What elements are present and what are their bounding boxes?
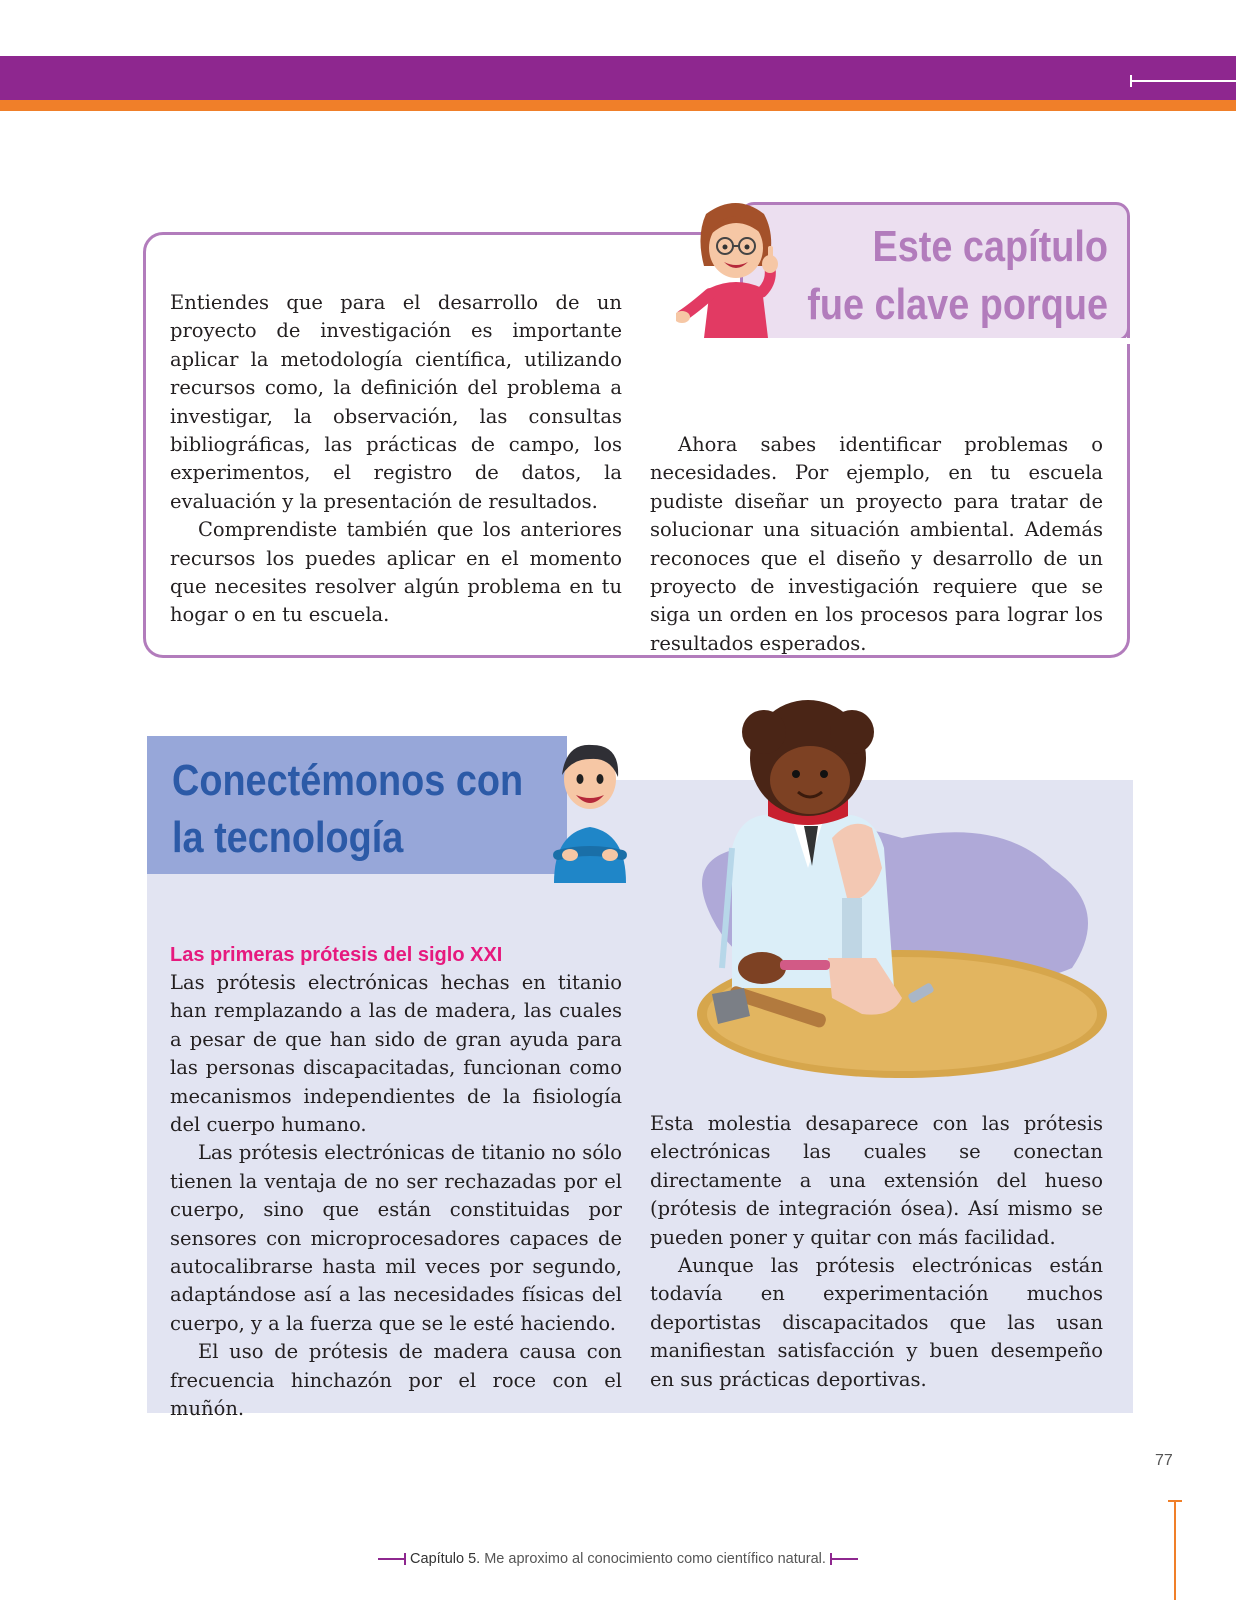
top-banner	[0, 56, 1236, 100]
top-banner-rule-tick	[1130, 75, 1132, 87]
summary-title-line-2: fue clave porque	[807, 280, 1108, 329]
footer-chapter-label: Capítulo 5.	[410, 1551, 481, 1567]
footer-chapter-title: Me aproximo al conocimiento como científico natural.	[484, 1551, 826, 1567]
tech-subheading: Las primeras prótesis del siglo XXI	[170, 944, 503, 966]
top-banner-rule	[1130, 80, 1236, 82]
footer-left-bar	[378, 1558, 406, 1560]
summary-left-paragraph-1: Entiendes que para el desarrollo de un proyecto de investigación es importante aplicar la metodología científica, utilizando recursos como, la definición del problema a investigar, la observación, las consultas bibliográficas, las prácticas de campo, los experimentos, el registro de datos, la evaluación y la presentación de resultados.	[170, 291, 622, 513]
footer	[0, 1551, 1236, 1567]
tech-left-paragraph-2: Las prótesis electrónicas de titanio no sólo tienen la ventaja de no ser rechazadas por el cuerpo, sino que están constituidas por sensores con microprocesadores capaces de autocalibrarse hasta mil veces por segundo, adaptándose así a las necesidades físicas del cuerpo, y a la fuerza que se le esté haciendo.	[170, 1141, 622, 1335]
summary-right-column	[650, 431, 1103, 658]
side-rule-tick	[1168, 1500, 1182, 1502]
page-number: 77	[1155, 1452, 1173, 1469]
footer-right-bar	[830, 1558, 858, 1560]
tech-right-paragraph-1: Esta molestia desaparece con las prótesis electrónicas las cuales se conectan directamente a una extensión del hueso (prótesis de integración ósea). Así mismo se pueden poner y quitar con más facilidad.	[650, 1112, 1103, 1249]
side-rule	[1174, 1500, 1176, 1600]
girl-illustration	[676, 196, 796, 346]
summary-right-paragraph-1: Ahora sabes identificar problemas o necesidades. Por ejemplo, en tu escuela pudiste diseñar un proyecto para tratar de solucionar una situación ambiental. Además reconoces que el diseño y desarrollo de un proyecto de investigación requiere que se siga un orden en los procesos para lograr los resultados esperados.	[650, 433, 1103, 655]
boy-illustration	[540, 735, 640, 885]
scientist-illustration	[672, 698, 1112, 1090]
tech-title	[172, 752, 524, 866]
tech-title-line-1: Conectémonos con	[172, 756, 524, 805]
tech-left-paragraph-1: Las prótesis electrónicas hechas en titanio han remplazando a las de madera, las cuales a pesar de que han sido de gran ayuda para las personas discapacitadas, funcionan como mecanismos independientes de la fisiología del cuerpo humano.	[170, 971, 622, 1137]
summary-title	[764, 218, 1108, 334]
tech-right-column	[650, 1110, 1103, 1394]
summary-left-column	[170, 289, 622, 630]
summary-title-line-1: Este capítulo	[872, 222, 1108, 271]
tech-title-line-2: la tecnología	[172, 813, 404, 862]
tech-right-paragraph-2: Aunque las prótesis electrónicas están todavía en experimentación muchos deportistas discapacitados que las usan manifiestan satisfacción y buen desempeño en sus prácticas deportivas.	[650, 1254, 1103, 1391]
tech-left-paragraph-3: El uso de prótesis de madera causa con frecuencia hinchazón por el roce con el muñón.	[170, 1340, 622, 1421]
tech-left-column	[170, 969, 622, 1424]
summary-header-edge	[738, 338, 1132, 344]
summary-left-paragraph-2: Comprendiste también que los anteriores recursos los puedes aplicar en el momento que necesites resolver algún problema en tu hogar o en tu escuela.	[170, 518, 622, 627]
top-banner-stripe	[0, 100, 1236, 111]
